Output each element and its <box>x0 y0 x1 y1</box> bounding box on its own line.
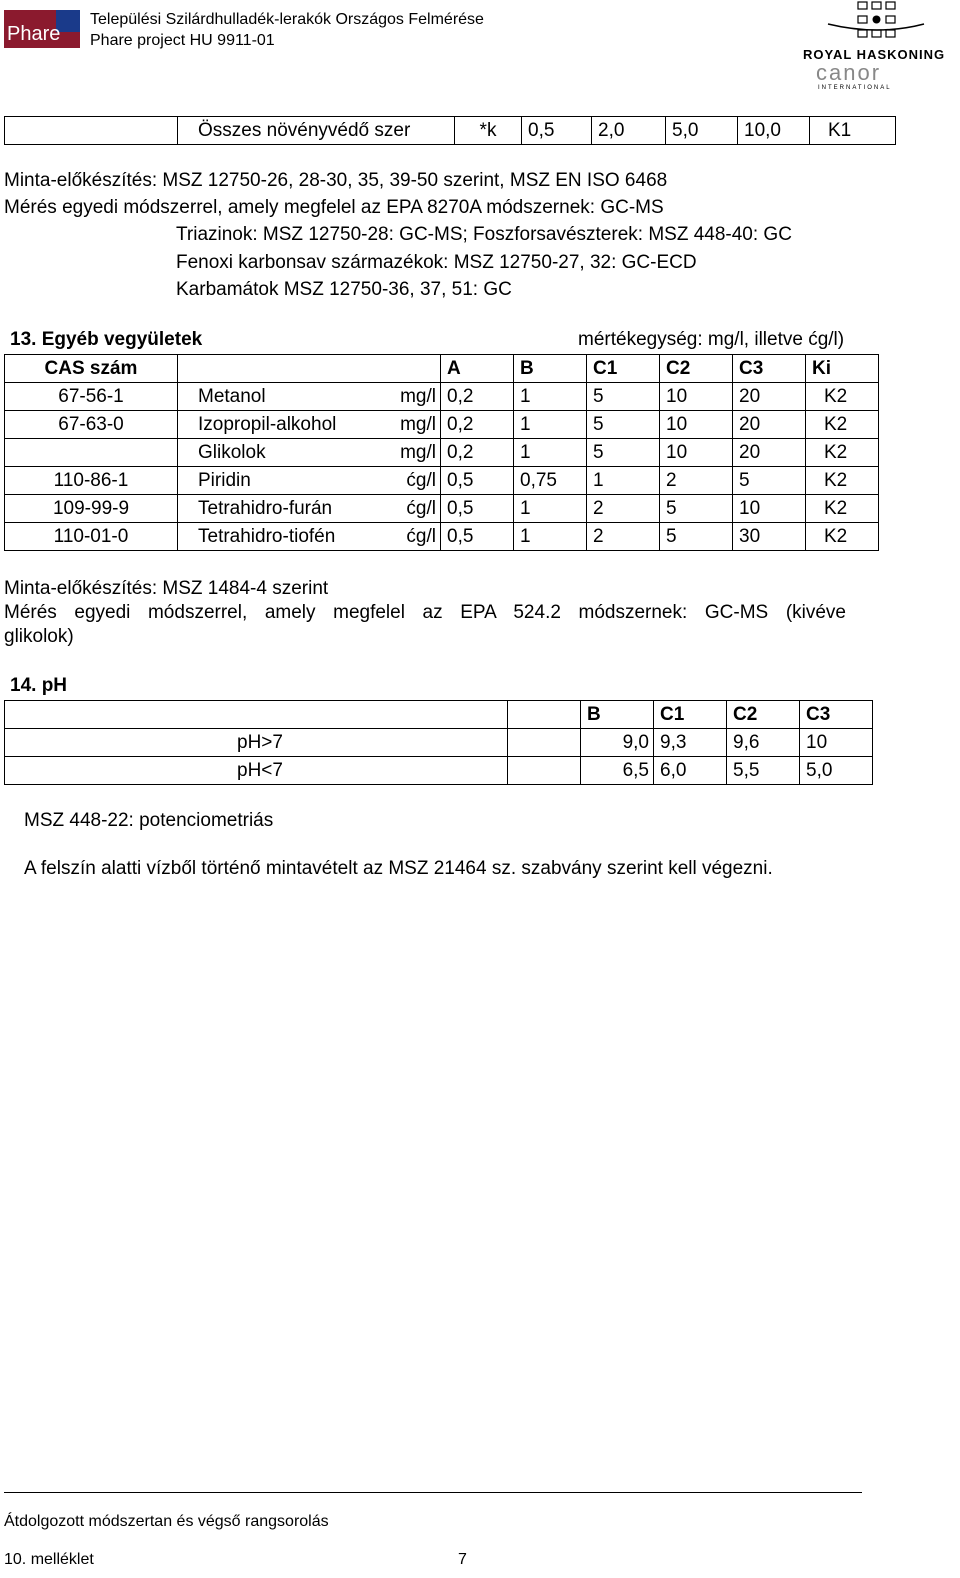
cas-number: 110-01-0 <box>5 523 178 551</box>
section12-note-4: Fenoxi karbonsav származékok: MSZ 12750-27, 32: GC-ECD <box>176 252 697 273</box>
cell: K2 <box>806 523 879 551</box>
section14-note-2: A felszín alatti vízből történő mintavételt az MSZ 21464 sz. szabvány szerint kell végezni. <box>24 858 773 879</box>
table-row <box>5 411 879 439</box>
unit: ćg/l <box>389 467 441 495</box>
compound-name: Tetrahidro-tiofén <box>178 523 389 551</box>
column-header: B <box>514 355 587 383</box>
cell: 9,3 <box>654 729 727 757</box>
cell: 5 <box>587 411 660 439</box>
section13-unit-note: mértékegység: mg/l, illetve ćg/l) <box>578 329 845 350</box>
column-header: Ki <box>806 355 879 383</box>
unit: mg/l <box>389 411 441 439</box>
column-header: C2 <box>727 701 800 729</box>
canor-international-text: INTERNATIONAL <box>818 85 892 91</box>
column-header: C1 <box>654 701 727 729</box>
cas-number: 110-86-1 <box>5 467 178 495</box>
unit: mg/l <box>389 383 441 411</box>
cell: 0,2 <box>441 383 514 411</box>
cell: 20 <box>733 383 806 411</box>
cell: 10 <box>660 411 733 439</box>
cell <box>508 757 581 785</box>
royal-haskoning-logo <box>800 0 956 94</box>
table-row <box>5 757 873 785</box>
cell: 10 <box>800 729 873 757</box>
column-header: A <box>441 355 514 383</box>
header-title: Települési Szilárdhulladék-lerakók Országos Felmérése <box>90 11 484 28</box>
cas-number <box>5 439 178 467</box>
cell <box>5 117 178 145</box>
compound-name: Tetrahidro-furán <box>178 495 389 523</box>
section14-title: 14. pH <box>10 675 68 696</box>
cell: K2 <box>806 411 879 439</box>
compound-name: Izopropil-alkohol <box>178 411 389 439</box>
cell: 1 <box>514 439 587 467</box>
cell: 2 <box>587 523 660 551</box>
section14-table <box>4 700 873 785</box>
column-header: C3 <box>800 701 873 729</box>
section13-title: 13. Egyéb vegyületek <box>10 329 203 350</box>
page-number: 7 <box>458 1551 467 1568</box>
column-header: C3 <box>733 355 806 383</box>
cell: *k <box>455 117 522 145</box>
section13-note-1: Minta-előkészítés: MSZ 1484-4 szerint <box>4 578 329 599</box>
cell: 6,0 <box>654 757 727 785</box>
footer-annex: 10. melléklet <box>4 1551 94 1568</box>
section13-note-2-cont: glikolok) <box>4 626 74 647</box>
column-header: C1 <box>587 355 660 383</box>
cell: 20 <box>733 411 806 439</box>
column-header: B <box>581 701 654 729</box>
section12-note-5: Karbamátok MSZ 12750-36, 37, 51: GC <box>176 279 512 300</box>
table-header-row <box>5 701 873 729</box>
unit: ćg/l <box>389 495 441 523</box>
cell: 1 <box>587 467 660 495</box>
cell: 5 <box>660 495 733 523</box>
cell: 0,5 <box>522 117 592 145</box>
table-row <box>5 523 879 551</box>
canor-logo-text: canor <box>816 60 882 85</box>
company-name: ROYAL HASKONING <box>803 47 946 62</box>
cell: 2 <box>587 495 660 523</box>
cell: 5,0 <box>800 757 873 785</box>
cas-number: 67-56-1 <box>5 383 178 411</box>
cell: K2 <box>806 495 879 523</box>
column-header <box>5 701 508 729</box>
cell: 9,6 <box>727 729 800 757</box>
table-row <box>5 729 873 757</box>
cell: Összes növényvédő szer <box>178 117 455 145</box>
cell: 9,0 <box>581 729 654 757</box>
cas-number: 109-99-9 <box>5 495 178 523</box>
phare-logo-text: Phare <box>7 23 61 45</box>
cell: K1 <box>810 117 896 145</box>
cell: 10 <box>660 439 733 467</box>
cell: K2 <box>806 467 879 495</box>
cell: 2,0 <box>592 117 666 145</box>
cell: 1 <box>514 523 587 551</box>
table-header-row <box>5 355 879 383</box>
table-row <box>5 383 879 411</box>
cell: 1 <box>514 383 587 411</box>
footer-divider <box>4 1492 862 1493</box>
table-row <box>5 467 879 495</box>
cell: 0,2 <box>441 411 514 439</box>
cell <box>508 729 581 757</box>
footer-title: Átdolgozott módszertan és végső rangsorolás <box>4 1513 329 1530</box>
phare-logo <box>4 10 80 48</box>
top-row-table <box>4 116 896 145</box>
cell: 10 <box>733 495 806 523</box>
cell: 10 <box>660 383 733 411</box>
cell: 5 <box>587 439 660 467</box>
section14-note-1: MSZ 448-22: potenciometriás <box>24 810 274 831</box>
ph-label: pH>7 <box>5 729 508 757</box>
cell: 5 <box>660 523 733 551</box>
compound-name: Piridin <box>178 467 389 495</box>
cell: 5,5 <box>727 757 800 785</box>
cell: K2 <box>806 383 879 411</box>
column-header: CAS szám <box>5 355 178 383</box>
cas-number: 67-63-0 <box>5 411 178 439</box>
table-row <box>5 439 879 467</box>
header-subtitle: Phare project HU 9911-01 <box>90 32 275 49</box>
cell: 0,5 <box>441 495 514 523</box>
unit: ćg/l <box>389 523 441 551</box>
unit: mg/l <box>389 439 441 467</box>
cell: 2 <box>660 467 733 495</box>
cell: 0,75 <box>514 467 587 495</box>
column-header <box>178 355 441 383</box>
cell: 20 <box>733 439 806 467</box>
cell: 5,0 <box>666 117 738 145</box>
section12-note-1: Minta-előkészítés: MSZ 12750-26, 28-30, 35, 39-50 szerint, MSZ EN ISO 6468 <box>4 170 668 191</box>
cell: 5 <box>587 383 660 411</box>
table-row <box>5 495 879 523</box>
ph-label: pH<7 <box>5 757 508 785</box>
cell: 0,5 <box>441 523 514 551</box>
section13-note-2: Mérés egyedi módszerrel, amely megfelel az EPA 524.2 módszernek: GC-MS (kivéve <box>4 602 846 623</box>
cell: 0,2 <box>441 439 514 467</box>
column-header <box>508 701 581 729</box>
compound-name: Glikolok <box>178 439 389 467</box>
cell: 0,5 <box>441 467 514 495</box>
cell: K2 <box>806 439 879 467</box>
compound-name: Metanol <box>178 383 389 411</box>
cell: 5 <box>733 467 806 495</box>
section12-note-2: Mérés egyedi módszerrel, amely megfelel az EPA 8270A módszernek: GC-MS <box>4 197 664 218</box>
section12-note-3: Triazinok: MSZ 12750-28: GC-MS; Foszforsavészterek: MSZ 448-40: GC <box>176 224 792 245</box>
cell: 1 <box>514 495 587 523</box>
cell: 1 <box>514 411 587 439</box>
cell: 6,5 <box>581 757 654 785</box>
cell: 10,0 <box>738 117 810 145</box>
column-header: C2 <box>660 355 733 383</box>
royal-haskoning-emblem-icon <box>800 0 956 50</box>
section13-table <box>4 354 879 551</box>
cell: 30 <box>733 523 806 551</box>
table-row <box>5 117 896 145</box>
